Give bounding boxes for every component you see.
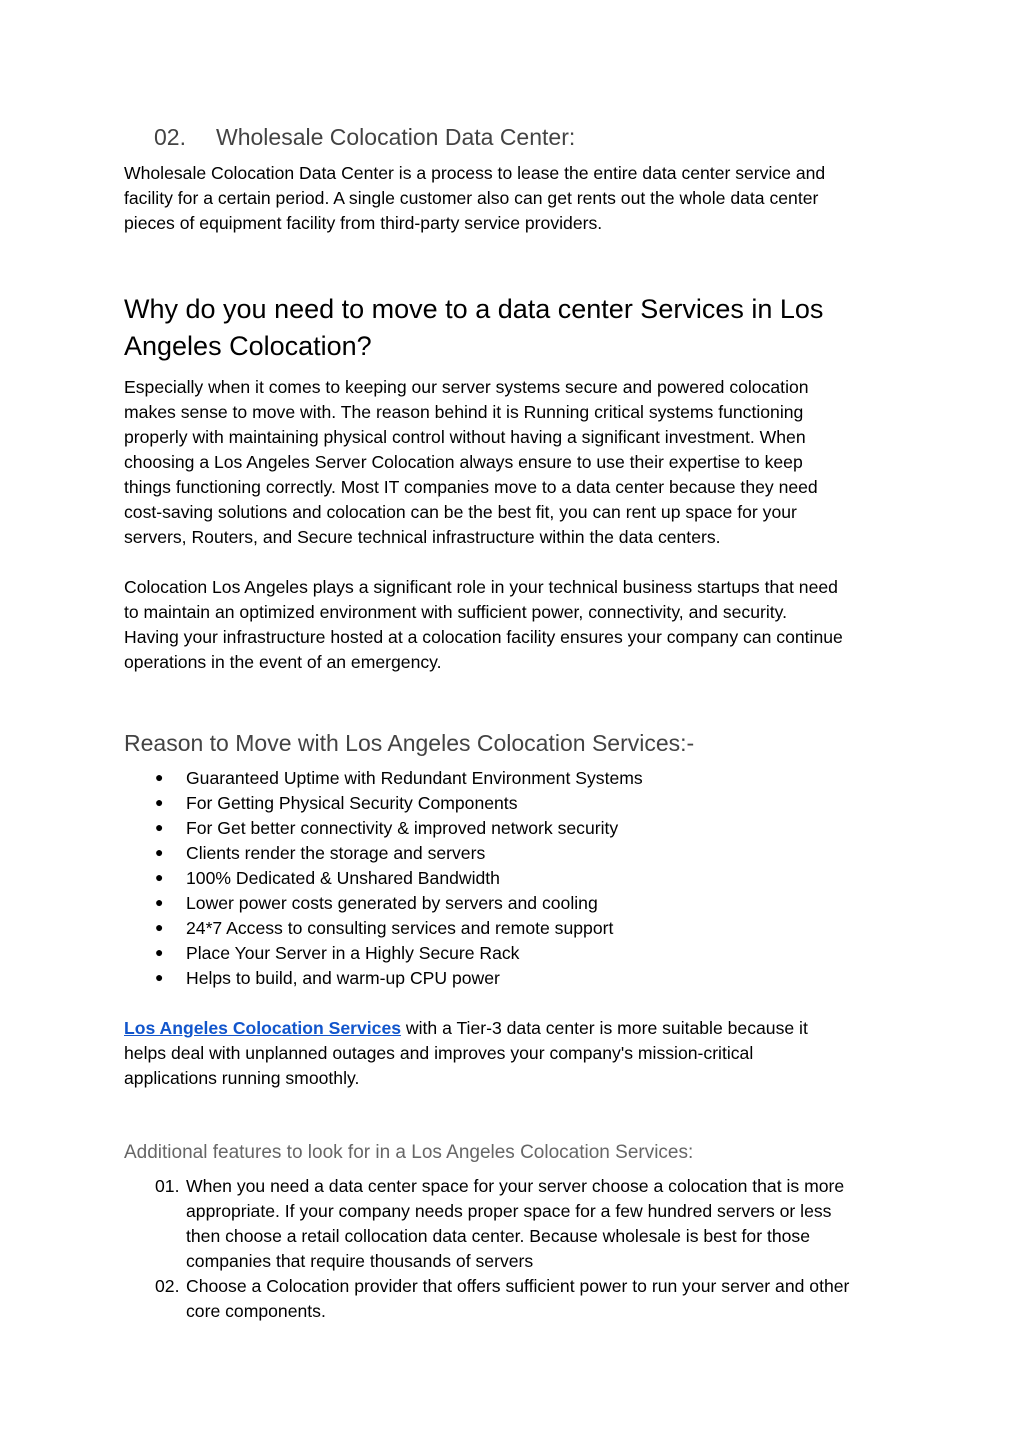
paragraph-line: helps deal with unplanned outages and improves your company's mission-critical: [124, 1043, 754, 1063]
paragraph-line: operations in the event of an emergency.: [124, 652, 442, 672]
paragraph-line: Especially when it comes to keeping our server systems secure and powered colocation: [124, 377, 809, 397]
list-number: 02.: [155, 1276, 180, 1296]
list-item: Guaranteed Uptime with Redundant Environment Systems: [186, 768, 643, 788]
bullet-icon: ●: [155, 944, 164, 960]
list-item-line: core components.: [186, 1301, 326, 1321]
paragraph-line: cost-saving solutions and colocation can be the best fit, you can rent up space for your: [124, 502, 797, 522]
paragraph-line: facility for a certain period. A single customer also can get rents out the whole data center: [124, 188, 819, 208]
list-item-line: companies that require thousands of servers: [186, 1251, 534, 1271]
section-number: 02.: [154, 124, 186, 150]
bullet-icon: ●: [155, 819, 164, 835]
list-item: Lower power costs generated by servers and cooling: [186, 893, 598, 913]
bullet-icon: ●: [155, 844, 164, 860]
paragraph-line: things functioning correctly. Most IT companies move to a data center because they need: [124, 477, 818, 497]
bullet-icon: ●: [155, 894, 164, 910]
paragraph-text: with a Tier-3 data center is more suitable because it: [401, 1018, 808, 1038]
paragraph-line: to maintain an optimized environment with sufficient power, connectivity, and security.: [124, 602, 788, 622]
list-item: For Get better connectivity & improved network security: [186, 818, 619, 838]
list-item-line: When you need a data center space for your server choose a colocation that is more: [186, 1176, 845, 1196]
paragraph-line: Having your infrastructure hosted at a colocation facility ensures your company can continue: [124, 627, 843, 647]
list-item: Clients render the storage and servers: [186, 843, 486, 863]
list-item-line: Choose a Colocation provider that offers sufficient power to run your server and other: [186, 1276, 850, 1296]
paragraph-line: choosing a Los Angeles Server Colocation always ensure to use their expertise to keep: [124, 452, 803, 472]
section-heading: Wholesale Colocation Data Center:: [216, 124, 576, 150]
subsection-heading: Additional features to look for in a Los Angeles Colocation Services:: [124, 1142, 694, 1163]
paragraph-line: Colocation Los Angeles plays a significant role in your technical business startups that need: [124, 577, 838, 597]
bullet-icon: ●: [155, 919, 164, 935]
paragraph-line: [124, 1016, 808, 1041]
list-item: Helps to build, and warm-up CPU power: [186, 968, 500, 988]
list-item-line: appropriate. If your company needs proper space for a few hundred servers or less: [186, 1201, 832, 1221]
bullet-icon: ●: [155, 869, 164, 885]
paragraph-line: servers, Routers, and Secure technical infrastructure within the data centers.: [124, 527, 721, 547]
main-heading: Why do you need to move to a data center Services in Los: [124, 294, 824, 324]
main-heading: Angeles Colocation?: [124, 331, 372, 361]
paragraph-line: pieces of equipment facility from third-party service providers.: [124, 213, 603, 233]
colocation-services-link[interactable]: Los Angeles Colocation Services: [124, 1018, 402, 1038]
bullet-icon: ●: [155, 969, 164, 985]
bullet-icon: ●: [155, 794, 164, 810]
list-item: 24*7 Access to consulting services and remote support: [186, 918, 614, 938]
bullet-icon: ●: [155, 769, 164, 785]
list-item: 100% Dedicated & Unshared Bandwidth: [186, 868, 500, 888]
section-heading: Reason to Move with Los Angeles Colocation Services:-: [124, 730, 695, 756]
paragraph-line: properly with maintaining physical control without having a significant investment. When: [124, 427, 806, 447]
list-number: 01.: [155, 1176, 180, 1196]
list-item: For Getting Physical Security Components: [186, 793, 518, 813]
paragraph-line: applications running smoothly.: [124, 1068, 360, 1088]
list-item-line: then choose a retail collocation data center. Because wholesale is best for those: [186, 1226, 810, 1246]
paragraph-line: makes sense to move with. The reason behind it is Running critical systems functioning: [124, 402, 804, 422]
list-item: Place Your Server in a Highly Secure Rack: [186, 943, 520, 963]
paragraph-line: Wholesale Colocation Data Center is a process to lease the entire data center service and: [124, 163, 826, 183]
